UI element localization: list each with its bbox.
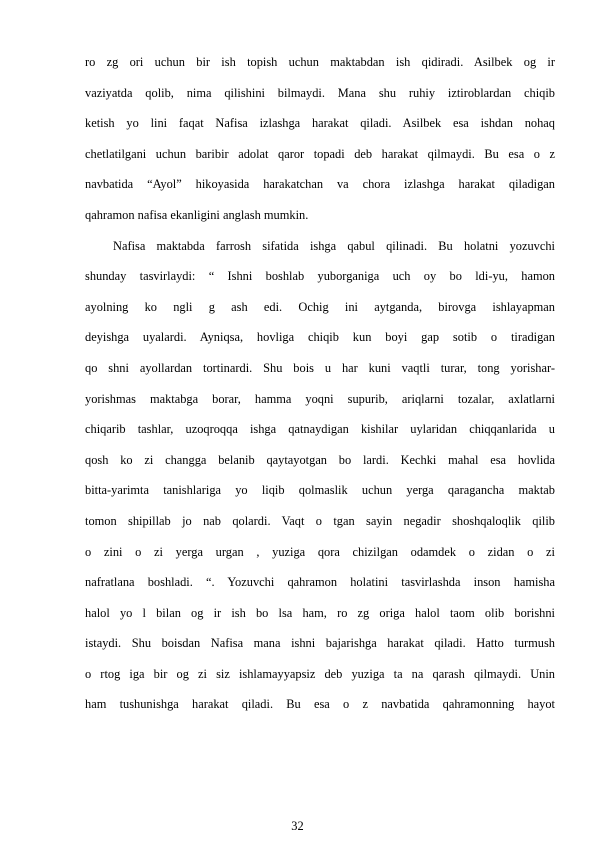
text-line: tomon shipillab jo nab qolardi. Vaqt o tgan sayin negadir shoshqaloqlik qilib [85, 513, 555, 528]
text-line: chiqarib tashlar, uzoqroqqa ishga qatnaydigan kishilar uylaridan chiqqanlarida u [85, 422, 555, 437]
paragraph-end-line: qahramon nafisa ekanligini anglash mumkin. [85, 207, 309, 222]
page-number: 32 [291, 819, 304, 833]
text-line: ham tushunishga harakat qiladi. Bu esa o z navbatida qahramonning hayot [85, 697, 555, 712]
text-line: shunday tasvirlaydi: “ Ishni boshlab yuborganiga uch oy bo ldi-yu, hamon [85, 269, 555, 284]
text-line: o rtog iga bir og zi siz ishlamayyapsiz deb yuziga ta na qarash qilmaydi. Unin [85, 666, 555, 681]
paragraph-start-line: Nafisa maktabda farrosh sifatida ishga qabul qilinadi. Bu holatni yozuvchi [113, 238, 555, 253]
text-line: ro zg ori uchun bir ish topish uchun maktabdan ish qidiradi. Asilbek og ir [85, 55, 555, 69]
text-line: bitta-yarimta tanishlariga yo liqib qolmaslik uchun yerga qaragancha maktab [85, 483, 555, 498]
text-line: ayolning ko ngli g ash edi. Ochig ini aytganda, birovga ishlayapman [85, 299, 555, 314]
text-line: navbatida “Ayol” hikoyasida harakatchan va chora izlashga harakat qiladigan [85, 177, 555, 192]
text-line: deyishga uyalardi. Ayniqsa, hovliga chiqib kun boyi gap sotib o tiradigan [85, 330, 555, 345]
text-line: nafratlana boshladi. “. Yozuvchi qahramon holatini tasvirlashda inson hamisha [85, 575, 555, 590]
text-line: halol yo l bilan og ir ish bo lsa ham, ro zg origa halol taom olib borishni [85, 605, 555, 620]
body-text [85, 47, 555, 720]
text-line: qosh ko zi changga belanib qaytayotgan bo lardi. Kechki mahal esa hovlida [85, 452, 555, 467]
text-line: o zini o zi yerga urgan , yuziga qora chizilgan odamdek o zidan o zi [85, 544, 555, 559]
text-line: vaziyatda qolib, nima qilishini bilmaydi. Mana shu ruhiy iztiroblardan chiqib [85, 85, 555, 100]
text-line: yorishmas maktabga borar, hamma yoqni supurib, ariqlarni tozalar, axlatlarni [85, 391, 555, 406]
text-line: ketish yo lini faqat Nafisa izlashga harakat qiladi. Asilbek esa ishdan nohaq [85, 116, 555, 131]
text-line: istaydi. Shu boisdan Nafisa mana ishni bajarishga harakat qiladi. Hatto turmush [85, 636, 555, 651]
text-line: chetlatilgani uchun baribir adolat qaror topadi deb harakat qilmaydi. Bu esa o z [85, 146, 555, 161]
text-line: qo shni ayollardan tortinardi. Shu bois u har kuni vaqtli turar, tong yorishar- [85, 360, 555, 375]
